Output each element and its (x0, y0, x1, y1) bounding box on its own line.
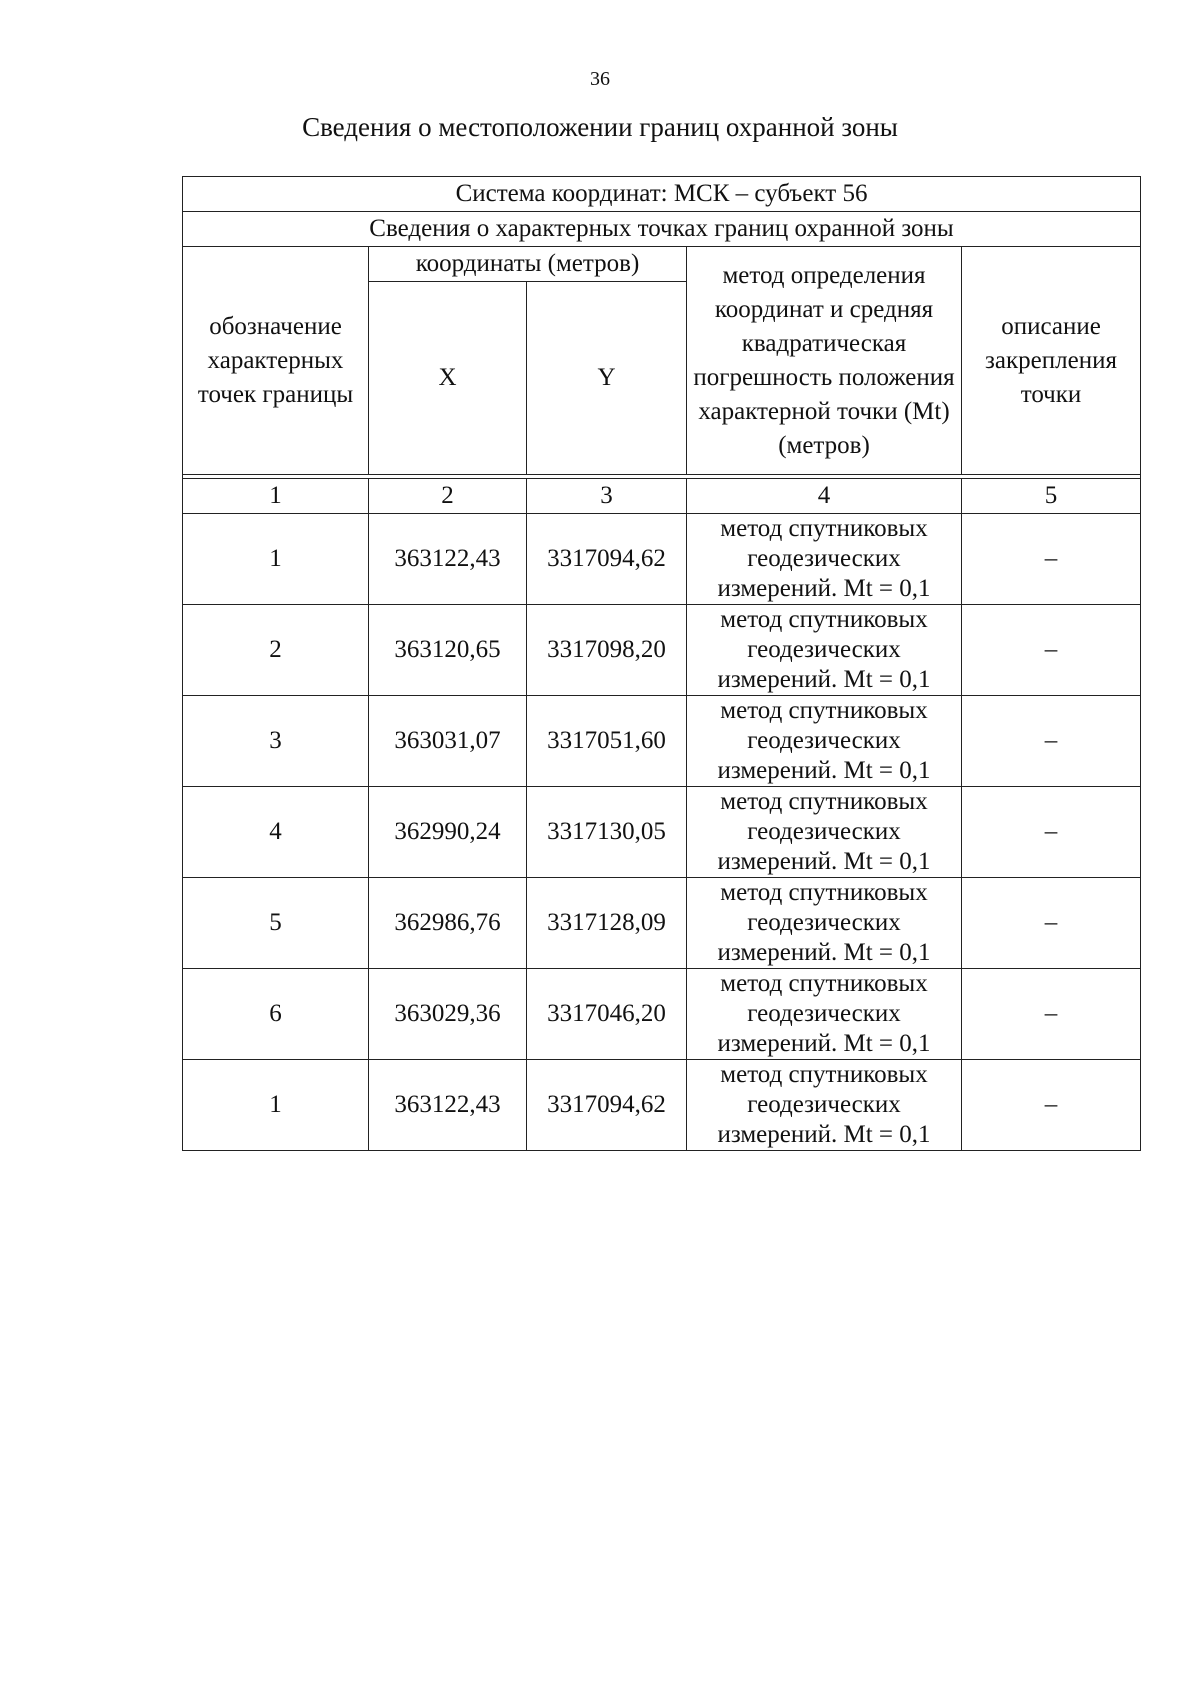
column-number-row (183, 479, 1141, 514)
table-row (183, 605, 1141, 696)
table-row (183, 514, 1141, 605)
method-description: метод спутниковых геодезических измерений. Mt = 0,1 (687, 1060, 962, 1151)
point-id: 5 (183, 878, 369, 969)
point-id: 1 (183, 514, 369, 605)
column-number: 1 (183, 479, 369, 514)
point-id: 2 (183, 605, 369, 696)
col-header-coordinates: координаты (метров) (369, 247, 687, 282)
x-coordinate: 363120,65 (369, 605, 527, 696)
coordinates-table (182, 176, 1141, 1151)
y-coordinate: 3317128,09 (527, 878, 687, 969)
info-header-row (183, 212, 1141, 247)
y-coordinate: 3317051,60 (527, 696, 687, 787)
y-coordinate: 3317130,05 (527, 787, 687, 878)
table-row (183, 1060, 1141, 1151)
method-description: метод спутниковых геодезических измерений. Mt = 0,1 (687, 878, 962, 969)
method-description: метод спутниковых геодезических измерений. Mt = 0,1 (687, 605, 962, 696)
column-number: 3 (527, 479, 687, 514)
coordinate-system-header: Система координат: МСК – субъект 56 (183, 177, 1141, 212)
fixing-description: – (962, 878, 1141, 969)
x-coordinate: 363122,43 (369, 514, 527, 605)
system-header-row (183, 177, 1141, 212)
fixing-description: – (962, 696, 1141, 787)
x-coordinate: 363122,43 (369, 1060, 527, 1151)
col-header-description: описание закрепления точки (962, 247, 1141, 475)
x-coordinate: 362990,24 (369, 787, 527, 878)
fixing-description: – (962, 1060, 1141, 1151)
table-row (183, 969, 1141, 1060)
fixing-description: – (962, 969, 1141, 1060)
y-coordinate: 3317046,20 (527, 969, 687, 1060)
method-description: метод спутниковых геодезических измерений. Mt = 0,1 (687, 969, 962, 1060)
page-number: 36 (590, 68, 610, 90)
col-header-y: Y (527, 282, 687, 475)
x-coordinate: 363029,36 (369, 969, 527, 1060)
column-number: 5 (962, 479, 1141, 514)
x-coordinate: 363031,07 (369, 696, 527, 787)
column-number: 2 (369, 479, 527, 514)
col-header-point-designation: обозначение характерных точек границы (183, 247, 369, 475)
fixing-description: – (962, 514, 1141, 605)
points-info-header: Сведения о характерных точках границ охранной зоны (183, 212, 1141, 247)
method-description: метод спутниковых геодезических измерений. Mt = 0,1 (687, 696, 962, 787)
column-header-row (183, 247, 1141, 282)
method-description: метод спутниковых геодезических измерений. Mt = 0,1 (687, 787, 962, 878)
fixing-description: – (962, 787, 1141, 878)
page-title: Сведения о местоположении границ охранной зоны (302, 112, 898, 142)
point-id: 6 (183, 969, 369, 1060)
column-number: 4 (687, 479, 962, 514)
method-description: метод спутниковых геодезических измерений. Mt = 0,1 (687, 514, 962, 605)
col-header-x: X (369, 282, 527, 475)
y-coordinate: 3317094,62 (527, 514, 687, 605)
y-coordinate: 3317094,62 (527, 1060, 687, 1151)
col-header-method: метод определения координат и средняя квадратическая погрешность положения характерной точки (Mt) (метров) (687, 247, 962, 475)
point-id: 3 (183, 696, 369, 787)
y-coordinate: 3317098,20 (527, 605, 687, 696)
x-coordinate: 362986,76 (369, 878, 527, 969)
table-row (183, 696, 1141, 787)
point-id: 4 (183, 787, 369, 878)
table-row (183, 787, 1141, 878)
fixing-description: – (962, 605, 1141, 696)
point-id: 1 (183, 1060, 369, 1151)
table-row (183, 878, 1141, 969)
